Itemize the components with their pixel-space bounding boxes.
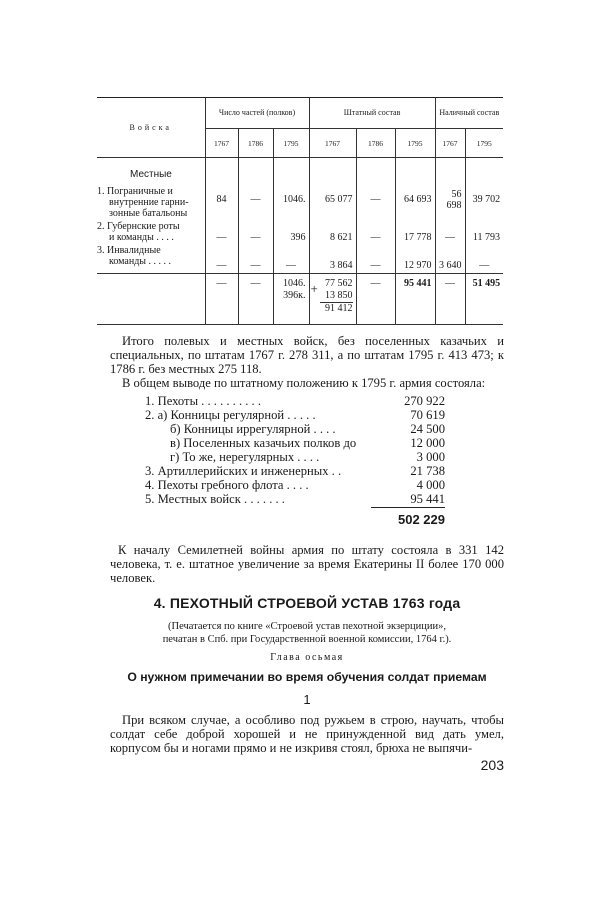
list-item [145, 478, 445, 492]
summary-label: 5. Местных войск . . . . . . . [145, 492, 285, 506]
row-label-line: внутренние гарни- [109, 197, 189, 208]
summary-total: 502 229 [398, 512, 445, 527]
year-header: 1767 [309, 129, 356, 158]
table-cell: 56 698 [435, 180, 465, 221]
year-header: 1786 [356, 129, 395, 158]
table-cell: — [356, 180, 395, 221]
header-staff-strength: Штатный состав [309, 98, 435, 129]
summary-value: 21 738 [410, 464, 445, 478]
total-cell: 95 441 [395, 274, 435, 325]
list-item [145, 408, 445, 422]
header-units-count: Число частей (полков) [205, 98, 309, 129]
source-line: печатан в Спб. при Государственной военной комиссии, 1764 г.). [162, 634, 452, 645]
table-cell: 64 693 [395, 180, 435, 221]
list-item [145, 492, 445, 506]
list-item [145, 464, 445, 478]
summary-label: г) То же, нерегулярных . . . . [170, 450, 320, 464]
table-cell: 396 [273, 221, 309, 245]
source-note [110, 620, 504, 646]
table-cell: — [356, 221, 395, 245]
chapter-label: Глава осьмая [270, 652, 344, 663]
row-label-line: команды . . . . . [109, 256, 172, 267]
year-header: 1786 [238, 129, 273, 158]
paragraph-totals: Итого полевых и местных войск, без поселенных казачьих и специальных, по штатам 1767 г. 278 311, а по штатам 1795 г. 413 473; к 1786 г. без местных 275 118. [110, 334, 504, 376]
row-label-line: и команды . . . . [109, 232, 174, 243]
summary-value: 3 000 [416, 450, 445, 464]
table-cell: 3 640 [435, 245, 465, 274]
summary-value: 270 922 [404, 394, 445, 408]
table-cell: — [238, 245, 273, 274]
table-row [97, 245, 503, 274]
table-cell: — [273, 245, 309, 274]
row-label-line: зонные батальоны [109, 208, 188, 219]
summary-value: 70 619 [410, 408, 445, 422]
plus-sign: + [310, 281, 318, 296]
summary-divider [371, 507, 445, 508]
total-cell: — [238, 274, 273, 325]
row-label-line: 2. Губернские роты [97, 221, 180, 232]
list-item [145, 450, 445, 464]
year-header: 1795 [273, 129, 309, 158]
table-cell: 3 864 [309, 245, 356, 274]
year-header: 1795 [395, 129, 435, 158]
table-row [97, 180, 503, 221]
summary-label: 3. Артиллерийских и инженерных . . [145, 464, 342, 478]
table-cell: — [435, 221, 465, 245]
row-label-line: 1. Пограничные и [97, 186, 173, 197]
year-header: 1767 [205, 129, 238, 158]
total-cell: — [435, 274, 465, 325]
summary-label: б) Конницы иррегулярной . . . . [170, 422, 336, 436]
list-item [145, 436, 445, 450]
table-cell: 65 077 [309, 180, 356, 221]
total-cell: — [205, 274, 238, 325]
year-header: 1767 [435, 129, 465, 158]
summary-value: 12 000 [410, 436, 445, 450]
header-troops: Войска [97, 98, 205, 158]
table-cell: 12 970 [395, 245, 435, 274]
total-cell: 77 562 [325, 278, 353, 289]
table-cell: — [238, 221, 273, 245]
total-cell: 13 850 [320, 290, 353, 303]
paragraph-article-1: При всяком случае, а особливо под ружьем в строю, научать, чтобы солдат себе доброй хорошей и не принужденной вид дать умел, корпусом бы и ногами прямо и не изкривя стоял, брюха не выпячи- [110, 713, 504, 755]
table-cell: 17 778 [395, 221, 435, 245]
header-actual-strength: Наличный состав [435, 98, 503, 129]
list-item [145, 394, 445, 408]
paragraph-seven-years-war: К началу Семилетней войны армия по штату состояла в 331 142 человека, т. е. штатное увеличение за время Екатерины II более 170 000 человек. [110, 543, 504, 585]
summary-label: 4. Пехоты гребного флота . . . . [145, 478, 309, 492]
table-cell: 84 [205, 180, 238, 221]
article-number: 1 [303, 692, 311, 707]
summary-value: 24 500 [410, 422, 445, 436]
total-cell: 396к. [283, 290, 306, 301]
total-cell: 91 412 [325, 303, 353, 314]
row-label-line: 3. Инвалидные [97, 245, 161, 256]
table-cell: 1046. [273, 180, 309, 221]
table-cell: — [465, 245, 503, 274]
total-cell: 51 495 [465, 274, 503, 325]
table-cell: 39 702 [465, 180, 503, 221]
section-title: Местные [130, 169, 172, 180]
source-line: (Печатается по книге «Строевой устав пехотной экзерциции», [168, 621, 446, 632]
summary-label: 2. а) Конницы регулярной . . . . . [145, 408, 316, 422]
table-row [97, 221, 503, 245]
table-cell: 11 793 [465, 221, 503, 245]
table-cell: — [205, 245, 238, 274]
summary-label: 1. Пехоты . . . . . . . . . . [145, 394, 261, 408]
summary-value: 4 000 [416, 478, 445, 492]
total-cell: 1046. [283, 278, 306, 289]
list-item [145, 422, 445, 436]
year-header: 1795 [465, 129, 503, 158]
total-cell: — [356, 274, 395, 325]
paragraph-summary-intro: В общем выводе по штатному положению к 1795 г. армия состояла: [122, 376, 486, 390]
summary-label: в) Поселенных казачьих полков до [170, 436, 357, 450]
table-cell: — [238, 180, 273, 221]
troops-table [97, 97, 503, 325]
table-total-row [97, 274, 503, 325]
summary-value: 95 441 [410, 492, 445, 506]
chapter-title: О нужном примечании во время обучения солдат приемам [127, 670, 487, 684]
page-number: 203 [480, 757, 504, 773]
table-cell: — [205, 221, 238, 245]
table-cell: 8 621 [309, 221, 356, 245]
section-heading: 4. ПЕХОТНЫЙ СТРОЕВОЙ УСТАВ 1763 года [153, 595, 461, 611]
table-cell: — [356, 245, 395, 274]
